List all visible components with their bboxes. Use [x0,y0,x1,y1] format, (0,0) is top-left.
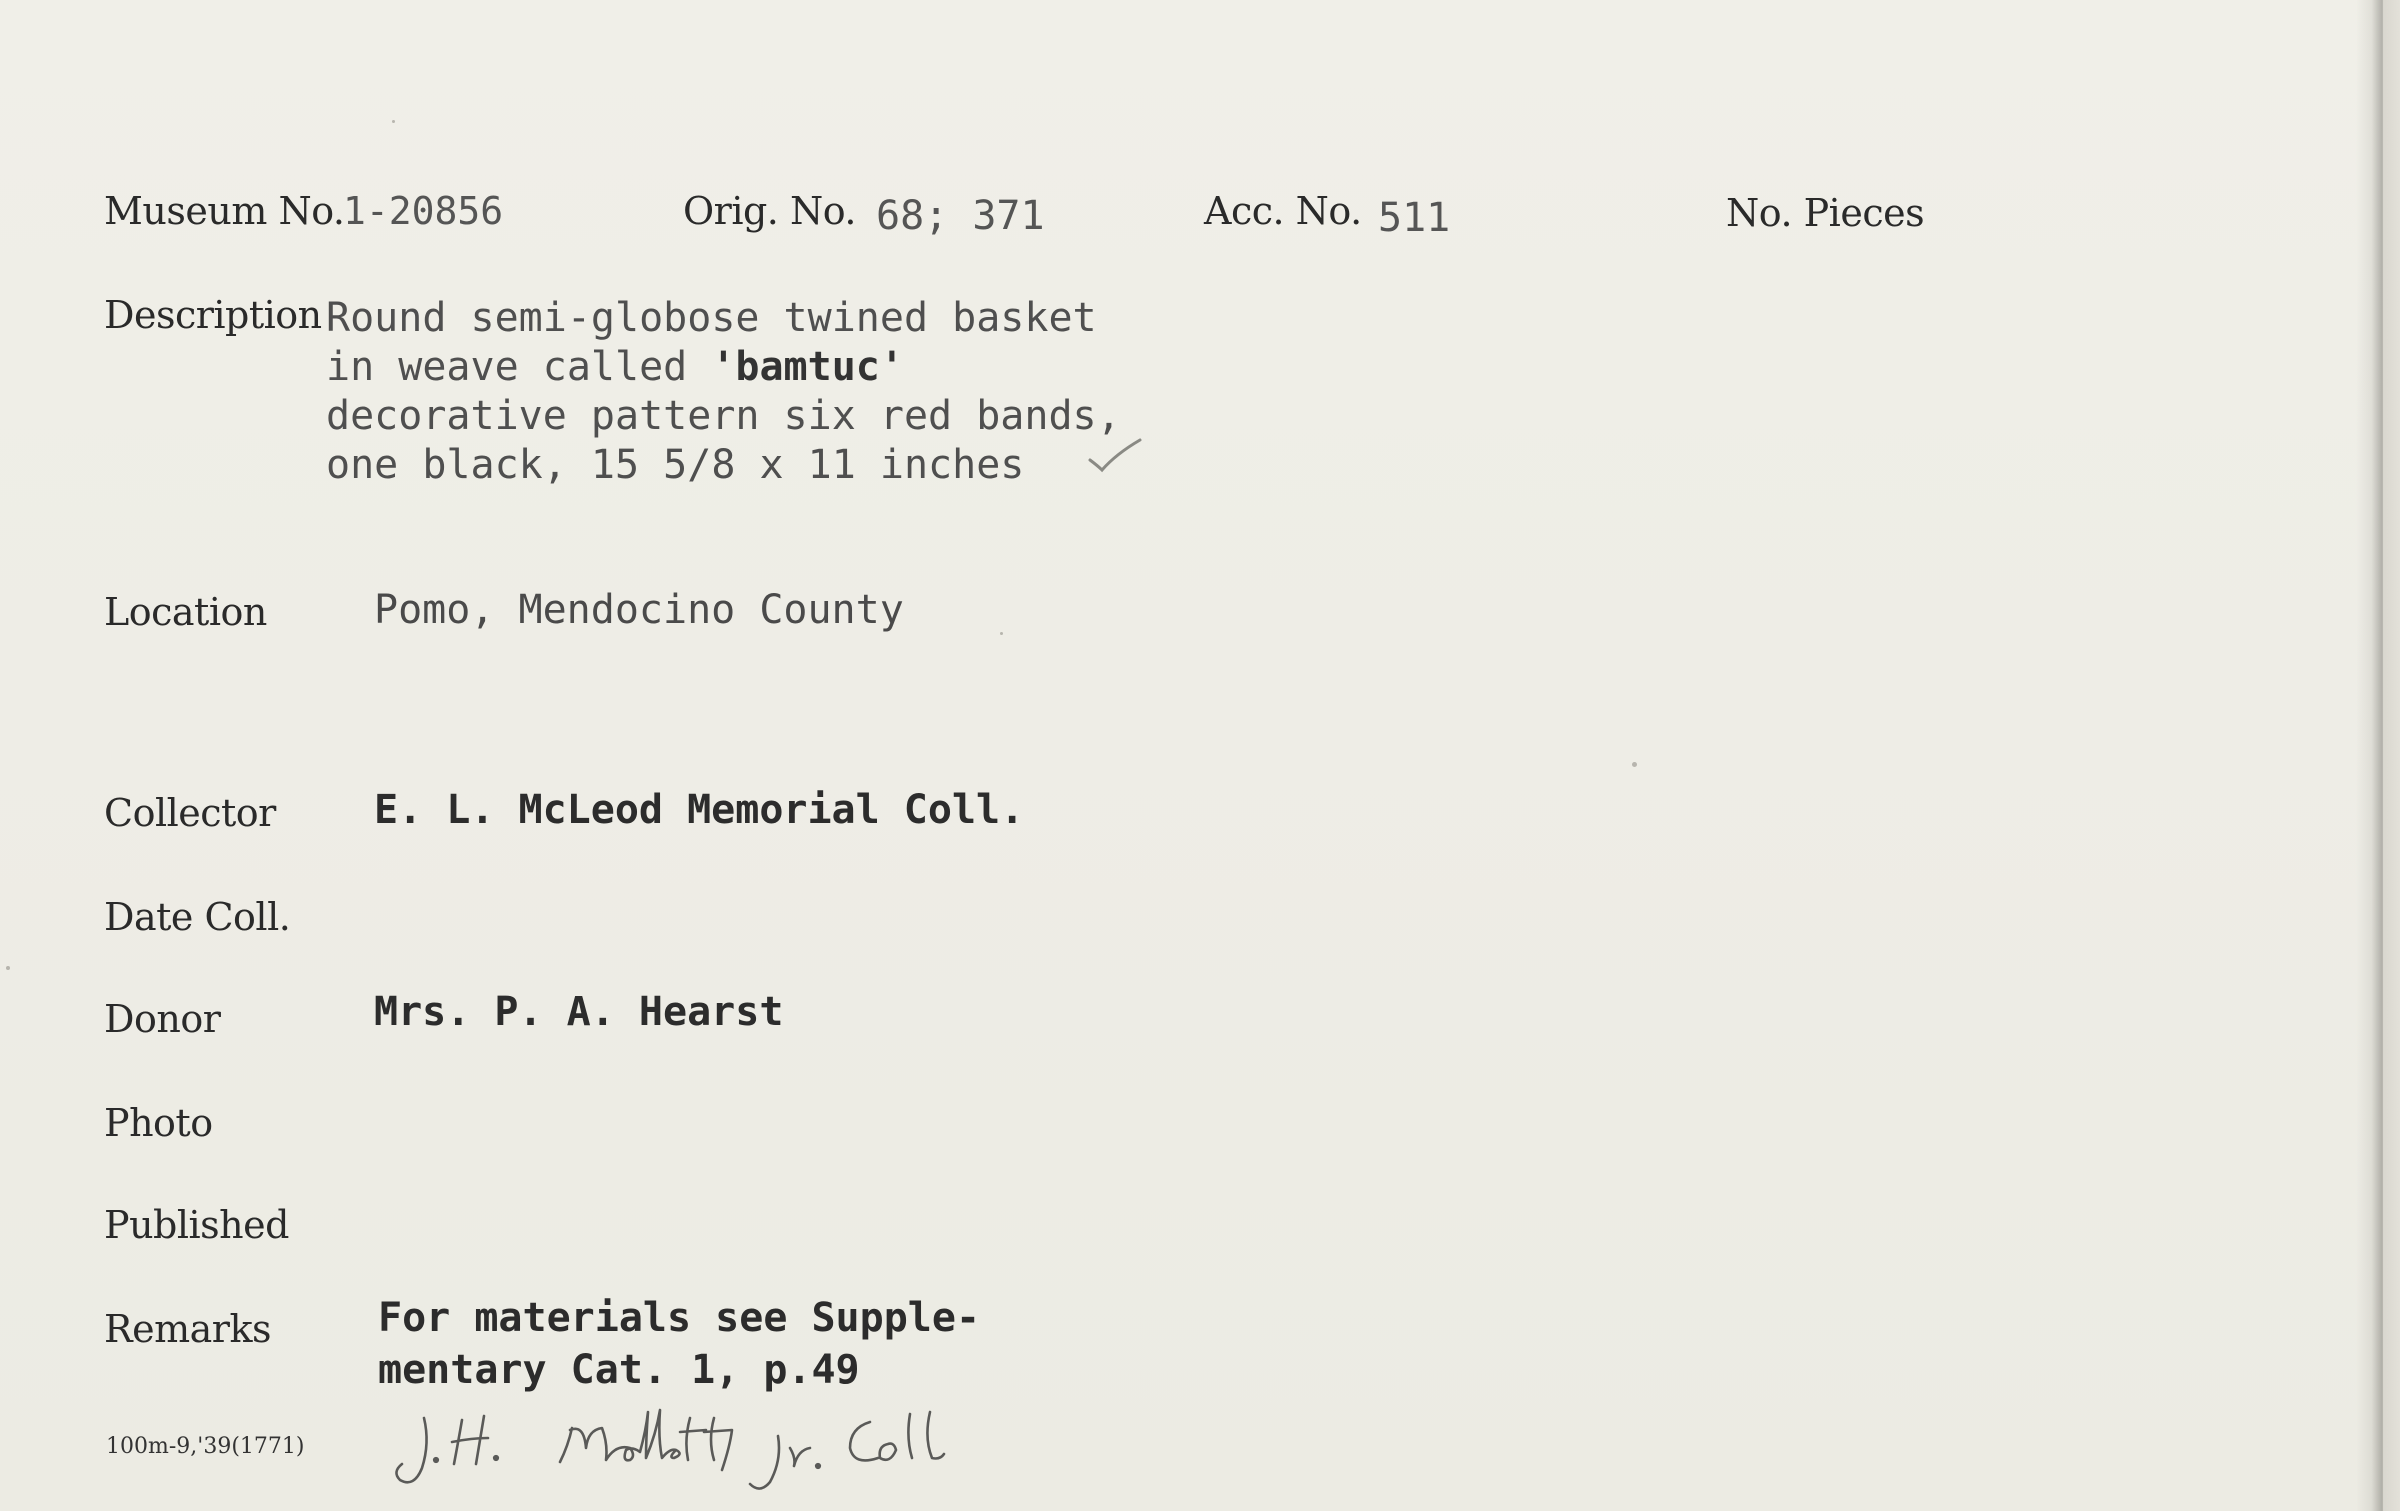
handwritten-note [384,1388,1124,1498]
collector-label: Collector [104,791,276,835]
no-pieces-label: No. Pieces [1726,191,1925,235]
published-label: Published [104,1203,289,1247]
speck [6,966,10,970]
description-line-2-text: in weave called [326,344,712,390]
donor-label: Donor [104,997,221,1041]
acc-no-value: 511 [1378,195,1451,241]
print-code: 100m-9,'39(1771) [106,1434,305,1459]
speck [1000,632,1003,635]
card-edge [2356,0,2400,1511]
date-coll-label: Date Coll. [104,895,291,939]
acc-no-label: Acc. No. [1204,189,1362,233]
orig-no-value: 68; 371 [876,193,1045,239]
donor-value: Mrs. P. A. Hearst [374,989,784,1035]
museum-no-label: Museum No. [104,189,345,233]
checkmark-icon [1086,432,1146,482]
speck [392,120,395,123]
description-line-3: decorative pattern six red bands, [326,393,1121,439]
museum-no-value: 1-20856 [343,189,504,233]
orig-no-label: Orig. No. [683,189,856,233]
speck [1632,762,1637,767]
description-emphasis: 'bamtuc' [711,344,904,390]
location-value: Pomo, Mendocino County [374,587,904,633]
collector-value: E. L. McLeod Memorial Coll. [374,787,1025,833]
remarks-line-1: For materials see Supple- [378,1295,981,1341]
description-line-2 [326,344,904,390]
location-label: Location [104,590,267,634]
photo-label: Photo [104,1101,213,1145]
remarks-line-2: mentary Cat. 1, p.49 [378,1347,860,1393]
remarks-label: Remarks [104,1307,271,1351]
description-line-1: Round semi-globose twined basket [326,295,1097,341]
description-line-4: one black, 15 5/8 x 11 inches [326,442,1025,488]
description-label: Description [104,293,322,337]
